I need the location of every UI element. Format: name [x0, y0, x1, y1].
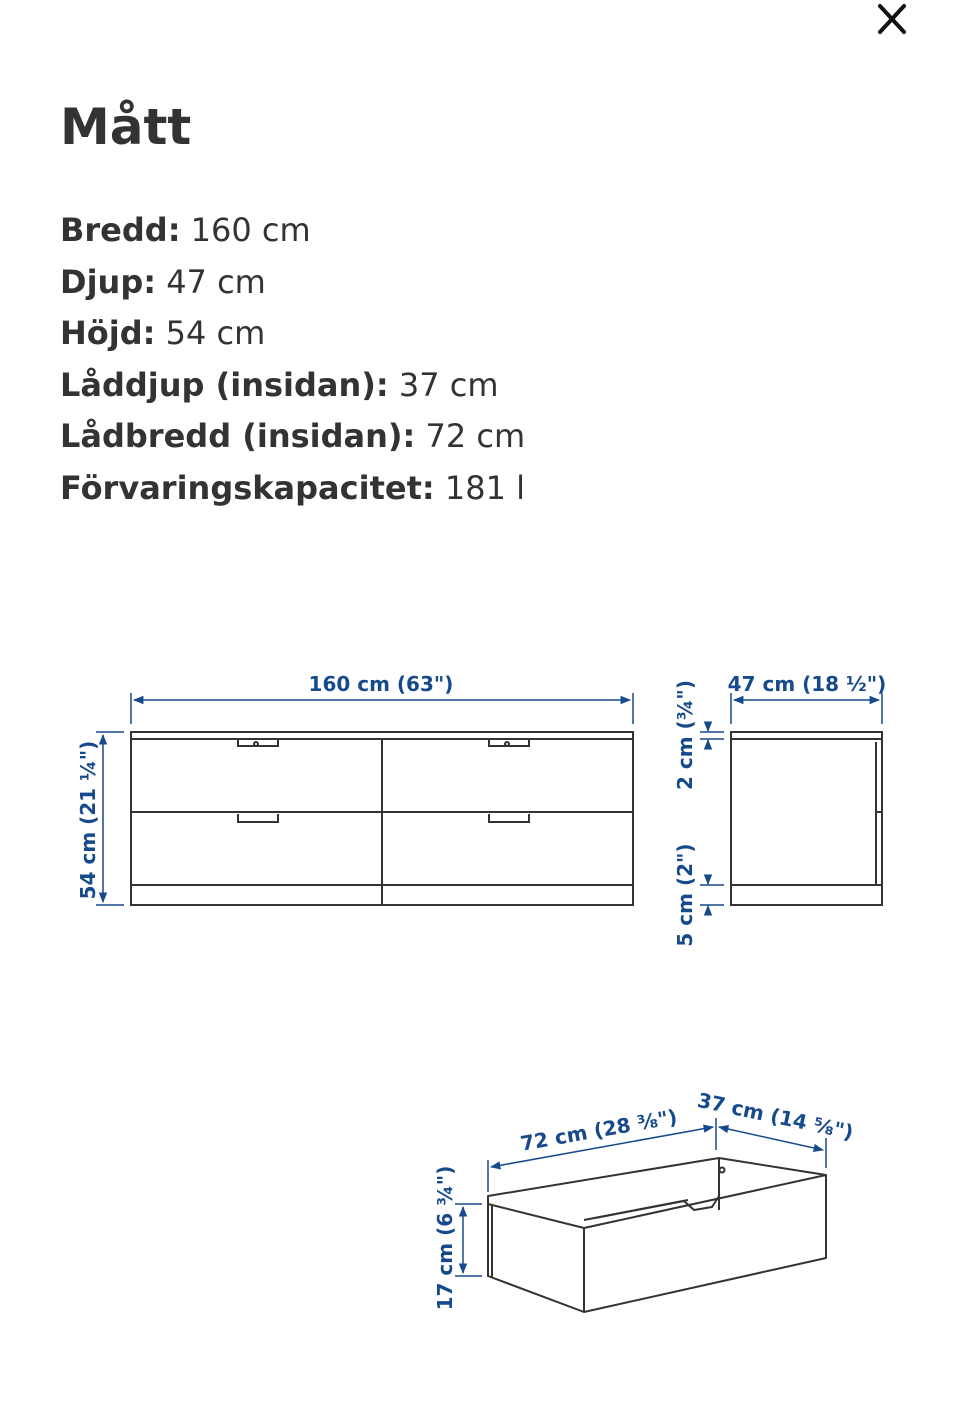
spec-label: Förvaringskapacitet:: [60, 468, 435, 507]
spec-value: 37 cm: [398, 365, 499, 404]
drawer-width-label: 72 cm (28 ⅜"): [518, 1104, 679, 1156]
front-height-label: 54 cm (21 ¼"): [76, 740, 100, 900]
page-title: Mått: [60, 98, 192, 156]
drawer-height-label: 17 cm (6 ¾"): [433, 1165, 457, 1311]
spec-label: Höjd:: [60, 314, 156, 353]
front-height-dimension: [76, 732, 124, 905]
side-depth-dimension: [728, 672, 887, 724]
spec-label: Bredd:: [60, 211, 181, 249]
spec-value: 47 cm: [166, 262, 266, 301]
side-view: [731, 732, 882, 905]
spec-value: 160 cm: [190, 211, 311, 249]
plinth-height-label: 5 cm (2"): [673, 843, 697, 947]
drawer-width-dimension: [488, 1105, 716, 1192]
front-width-label: 160 cm (63"): [308, 672, 454, 696]
drawer-view: [488, 1158, 826, 1312]
plinth-height-dimension: [673, 843, 724, 946]
drawer-depth-dimension: [695, 1088, 855, 1168]
spec-label: Lådbredd (insidan):: [60, 417, 416, 456]
drawer-depth-label: 37 cm (14 ⅝"): [695, 1087, 856, 1145]
front-view: [131, 732, 633, 905]
top-thickness-dimension: [673, 680, 724, 790]
drawer-height-dimension: [433, 1166, 482, 1311]
top-thickness-label: 2 cm (¾"): [673, 680, 697, 790]
side-depth-label: 47 cm (18 ½"): [727, 672, 887, 696]
spec-label: Djup:: [60, 262, 157, 301]
spec-value: 181 l: [444, 468, 525, 507]
spec-value: 72 cm: [425, 417, 526, 456]
spec-label: Låddjup (insidan):: [60, 365, 389, 404]
spec-value: 54 cm: [165, 314, 266, 353]
front-width-dimension: [131, 672, 633, 724]
